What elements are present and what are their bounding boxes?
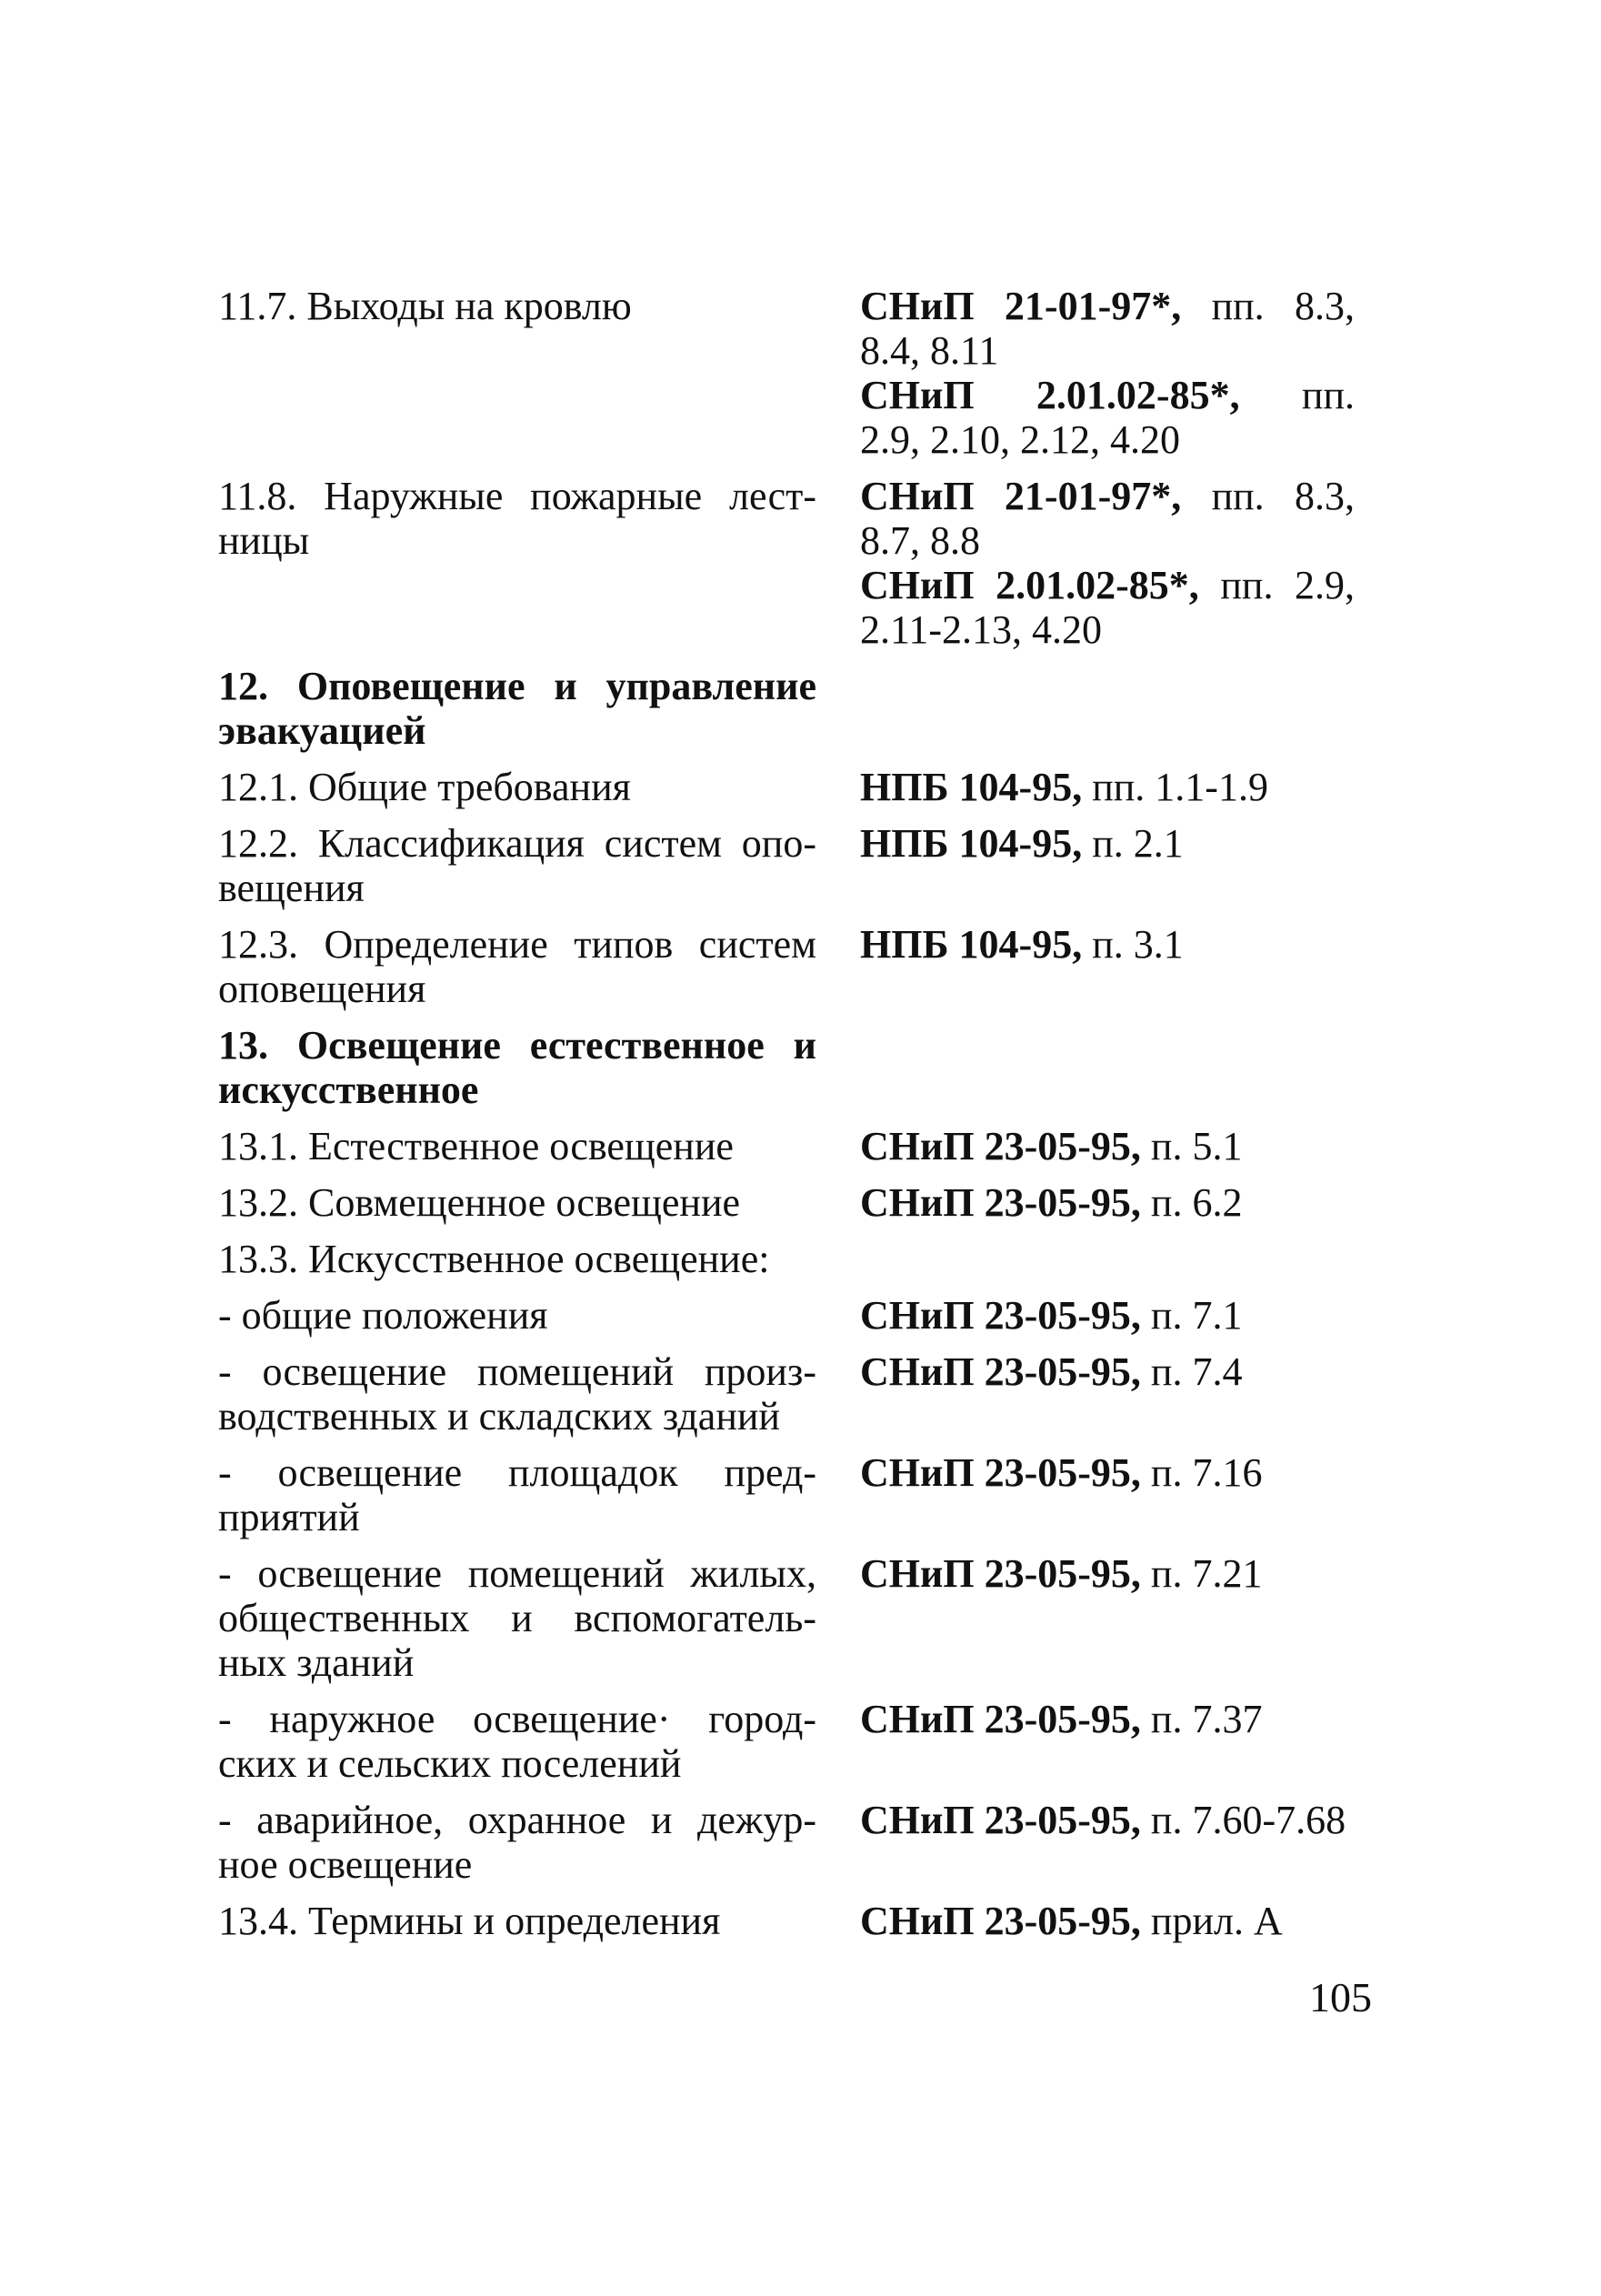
clause-numbers: п. 3.1 — [1082, 922, 1184, 967]
table-row — [218, 1450, 1355, 1551]
item-title-line: - освещение площадок пред- — [218, 1450, 816, 1495]
table-row — [218, 821, 1355, 922]
item-title-line: 12.3. Определение типов систем — [218, 922, 816, 967]
reference-line — [860, 284, 1355, 328]
clause-numbers: пп. — [1239, 373, 1356, 417]
item-title — [218, 1697, 860, 1798]
item-title-line: 13.1. Естественное освещение — [218, 1124, 734, 1168]
norm-reference — [860, 664, 1355, 765]
item-title-line: - аварийное, охранное и дежур- — [218, 1798, 816, 1842]
reference-line — [860, 821, 1355, 866]
document-page — [218, 284, 1355, 1955]
item-title-line: - освещение помещений жилых, — [218, 1551, 816, 1596]
table-row — [218, 1124, 1355, 1180]
norm-reference — [860, 1697, 1355, 1798]
item-title-line: - наружное освещение· город- — [218, 1697, 816, 1741]
clause-numbers: пп. 2.9, — [1198, 563, 1356, 607]
clause-numbers-continued: 8.7, 8.8 — [860, 518, 980, 563]
item-title — [218, 1450, 860, 1551]
norm-reference — [860, 1798, 1355, 1899]
reference-line — [860, 1899, 1355, 1943]
section-heading — [218, 664, 860, 765]
norm-reference — [860, 1237, 1355, 1293]
reference-line — [860, 1124, 1355, 1168]
item-title — [218, 1798, 860, 1899]
norm-reference — [860, 1180, 1355, 1237]
item-title — [218, 1293, 860, 1349]
item-title — [218, 1237, 860, 1293]
table-row — [218, 922, 1355, 1023]
clause-numbers-continued: 8.4, 8.11 — [860, 328, 999, 373]
clause-numbers: п. 7.16 — [1140, 1450, 1263, 1495]
norm-code: СНиП 23-05-95, — [860, 1697, 1141, 1741]
item-title-line: оповещения — [218, 967, 426, 1011]
item-title-line: ное освещение — [218, 1842, 473, 1887]
item-title — [218, 284, 860, 474]
section-heading-row — [218, 1023, 1355, 1124]
clause-numbers-continued: 2.11-2.13, 4.20 — [860, 607, 1103, 652]
table-row — [218, 1697, 1355, 1798]
clause-numbers: п. 7.4 — [1140, 1349, 1243, 1394]
clause-numbers: п. 5.1 — [1140, 1124, 1243, 1168]
item-title — [218, 821, 860, 922]
reference-line — [860, 1697, 1355, 1741]
reference-line — [860, 1349, 1355, 1394]
reference-line — [860, 474, 1355, 518]
clause-numbers: п. 7.60-7.68 — [1140, 1798, 1346, 1842]
norm-code: СНиП 23-05-95, — [860, 1349, 1141, 1394]
reference-line — [860, 765, 1355, 809]
table-row — [218, 1180, 1355, 1237]
item-title — [218, 765, 860, 821]
norm-reference — [860, 474, 1355, 664]
norm-code: СНиП 23-05-95, — [860, 1551, 1141, 1596]
norms-reference-table — [218, 284, 1355, 1955]
clause-numbers: п. 7.1 — [1140, 1293, 1243, 1338]
item-title-line: приятий — [218, 1495, 360, 1539]
reference-line — [860, 922, 1355, 967]
clause-numbers: пп. 8.3, — [1181, 474, 1356, 518]
reference-line — [860, 563, 1355, 607]
norm-code: НПБ 104-95, — [860, 765, 1083, 809]
table-row — [218, 1293, 1355, 1349]
item-title-line: - общие положения — [218, 1293, 548, 1338]
norm-code: СНиП 23-05-95, — [860, 1450, 1141, 1495]
clause-numbers: пп. 1.1-1.9 — [1082, 765, 1268, 809]
item-title-line: 11.7. Выходы на кровлю — [218, 284, 632, 328]
table-row — [218, 474, 1355, 664]
clause-numbers: п. 6.2 — [1140, 1180, 1243, 1225]
reference-line — [860, 373, 1355, 417]
norm-code: НПБ 104-95, — [860, 821, 1083, 866]
reference-line — [860, 1180, 1355, 1225]
norm-reference — [860, 1349, 1355, 1450]
item-title — [218, 1899, 860, 1955]
item-title-line: ских и сельских поселений — [218, 1741, 682, 1786]
norm-reference — [860, 922, 1355, 1023]
item-title-line: 12.2. Классификация систем опо- — [218, 821, 816, 866]
norm-code: СНиП 23-05-95, — [860, 1124, 1141, 1168]
item-title-line: 11.8. Наружные пожарные лест- — [218, 474, 816, 518]
clause-numbers-continued: 2.9, 2.10, 2.12, 4.20 — [860, 417, 1180, 462]
norm-code: СНиП 2.01.02-85*, — [860, 563, 1199, 607]
norm-reference — [860, 1124, 1355, 1180]
table-row — [218, 1899, 1355, 1955]
table-body — [218, 284, 1355, 1955]
item-title-line: 13. Освещение естественное и — [218, 1023, 816, 1068]
norm-reference — [860, 1899, 1355, 1955]
clause-numbers: прил. А — [1140, 1899, 1283, 1943]
page-number: 105 — [1309, 1974, 1372, 2020]
reference-line — [860, 1450, 1355, 1495]
item-title-line: - освещение помещений произ- — [218, 1349, 816, 1394]
norm-reference — [860, 765, 1355, 821]
clause-numbers: п. 7.21 — [1140, 1551, 1263, 1596]
norm-code: НПБ 104-95, — [860, 922, 1083, 967]
section-heading-row — [218, 664, 1355, 765]
reference-line — [860, 1798, 1355, 1842]
clause-numbers: п. 2.1 — [1082, 821, 1184, 866]
section-heading — [218, 1023, 860, 1124]
norm-reference — [860, 1551, 1355, 1697]
clause-numbers: п. 7.37 — [1140, 1697, 1263, 1741]
table-row — [218, 765, 1355, 821]
clause-numbers: пп. 8.3, — [1181, 284, 1356, 328]
norm-code: СНиП 23-05-95, — [860, 1798, 1141, 1842]
norm-code: СНиП 2.01.02-85*, — [860, 373, 1240, 417]
item-title-line: вещения — [218, 866, 365, 910]
norm-code: СНиП 23-05-95, — [860, 1899, 1141, 1943]
item-title — [218, 1180, 860, 1237]
table-row — [218, 1349, 1355, 1450]
reference-line — [860, 1293, 1355, 1338]
item-title — [218, 474, 860, 664]
item-title-line: 13.3. Искусственное освещение: — [218, 1237, 770, 1281]
norm-reference — [860, 1293, 1355, 1349]
item-title-line: водственных и складских зданий — [218, 1394, 780, 1439]
item-title-line: искусственное — [218, 1068, 479, 1112]
table-row — [218, 1798, 1355, 1899]
norm-code: СНиП 23-05-95, — [860, 1180, 1141, 1225]
norm-reference — [860, 1023, 1355, 1124]
item-title-line: общественных и вспомогатель- — [218, 1596, 816, 1640]
norm-reference — [860, 821, 1355, 922]
norm-code: СНиП 21-01-97*, — [860, 284, 1182, 328]
item-title — [218, 1349, 860, 1450]
table-row — [218, 284, 1355, 474]
item-title-line: ных зданий — [218, 1640, 415, 1685]
item-title — [218, 1551, 860, 1697]
norm-code: СНиП 21-01-97*, — [860, 474, 1182, 518]
reference-line — [860, 1551, 1355, 1596]
item-title-line: 13.4. Термины и определения — [218, 1899, 721, 1943]
norm-reference — [860, 1450, 1355, 1551]
item-title-line: эвакуацией — [218, 708, 426, 753]
item-title-line: 13.2. Совмещенное освещение — [218, 1180, 741, 1225]
item-title-line: ницы — [218, 518, 310, 563]
norm-reference — [860, 284, 1355, 474]
item-title-line: 12. Оповещение и управление — [218, 664, 816, 708]
table-row — [218, 1237, 1355, 1293]
item-title — [218, 922, 860, 1023]
item-title — [218, 1124, 860, 1180]
norm-code: СНиП 23-05-95, — [860, 1293, 1141, 1338]
table-row — [218, 1551, 1355, 1697]
item-title-line: 12.1. Общие требования — [218, 765, 631, 809]
